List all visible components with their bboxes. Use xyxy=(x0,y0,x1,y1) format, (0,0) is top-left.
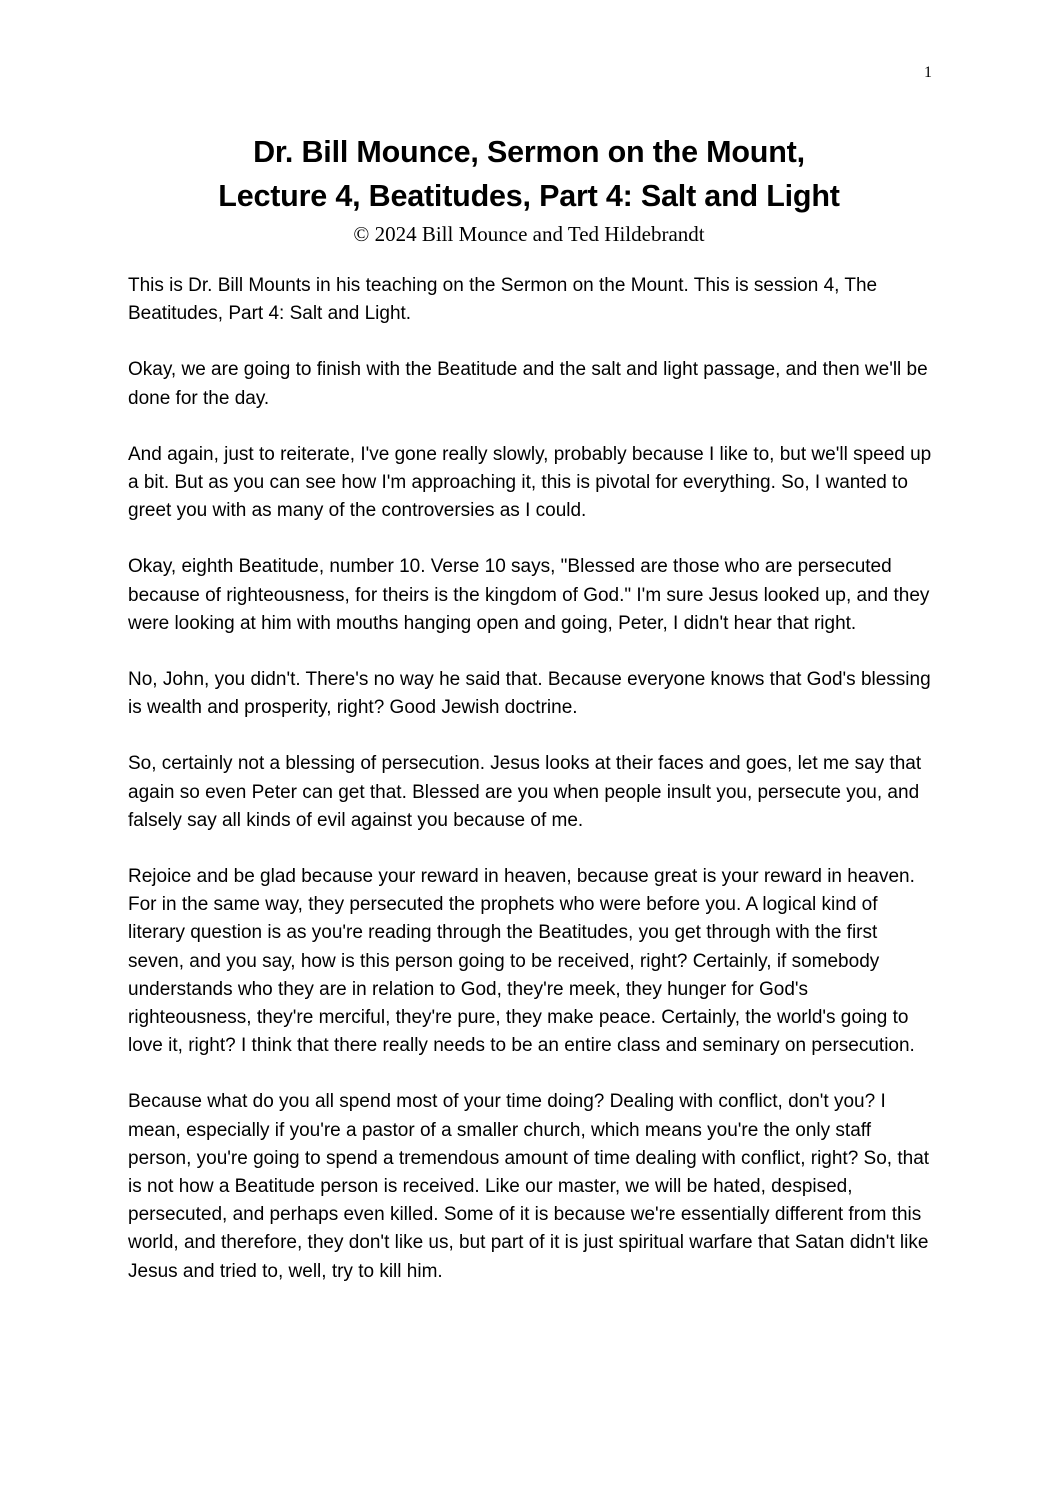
page-title xyxy=(0,130,1058,218)
paragraph-1: This is Dr. Bill Mounts in his teaching on the Sermon on the Mount. This is session 4, The Beatitudes, Part 4: Salt and Light. xyxy=(128,275,878,325)
title-line-2: Lecture 4, Beatitudes, Part 4: Salt and Light xyxy=(218,179,840,213)
paragraph-6: So, certainly not a blessing of persecution. Jesus looks at their faces and goes, let me say that again so even Peter can get that. Blessed are you when people insult you, persecute you, and falsely say all kinds of evil against you because of me. xyxy=(128,753,922,831)
copyright-notice: © 2024 Bill Mounce and Ted Hildebrandt xyxy=(353,222,705,246)
page-number: 1 xyxy=(924,64,932,81)
paragraph-5: No, John, you didn't. There's no way he said that. Because everyone knows that God's blessing is wealth and prosperity, right? Good Jewish doctrine. xyxy=(128,669,931,719)
transcript-body xyxy=(128,272,934,1314)
title-line-1: Dr. Bill Mounce, Sermon on the Mount, xyxy=(253,135,805,169)
paragraph-2: Okay, we are going to finish with the Beatitude and the salt and light passage, and then we'll be done for the day. xyxy=(128,359,928,409)
paragraph-7: Rejoice and be glad because your reward in heaven, because great is your reward in heaven. For in the same way, they persecuted the prophets who were before you. A logical kind of literary question is as you're reading through the Beatitudes, you get through with the first seven, and you say, how is this person going to be received, right? Certainly, if somebody understands who they are in relation to God, they're meek, they hunger for God's righteousness, they're merciful, they're pure, they make peace. Certainly, the world's going to love it, right? I think that there really needs to be an entire class and seminary on persecution. xyxy=(128,866,915,1057)
paragraph-3: And again, just to reiterate, I've gone really slowly, probably because I like to, but we'll speed up a bit. But as you can see how I'm approaching it, this is pivotal for everything. So, I wanted to greet you with as many of the controversies as I could. xyxy=(128,443,932,522)
paragraph-4: Okay, eighth Beatitude, number 10. Verse 10 says, "Blessed are those who are persecuted because of righteousness, for theirs is the kingdom of God." I'm sure Jesus looked up, and they were looking at him with mouths hanging open and going, Peter, I didn't hear that right. xyxy=(128,556,930,634)
paragraph-8: Because what do you all spend most of your time doing? Dealing with conflict, don't you? I mean, especially if you're a pastor of a smaller church, which means you're the only staff person, you're going to spend a tremendous amount of time dealing with conflict, right? So, that is not how a Beatitude person is received. Like our master, we will be hated, despised, persecuted, and perhaps even killed. Some of it is because we're essentially different from this world, and therefore, they don't like us, but part of it is just spiritual warfare that Satan didn't like Jesus and tried to, well, try to kill him. xyxy=(128,1091,930,1282)
